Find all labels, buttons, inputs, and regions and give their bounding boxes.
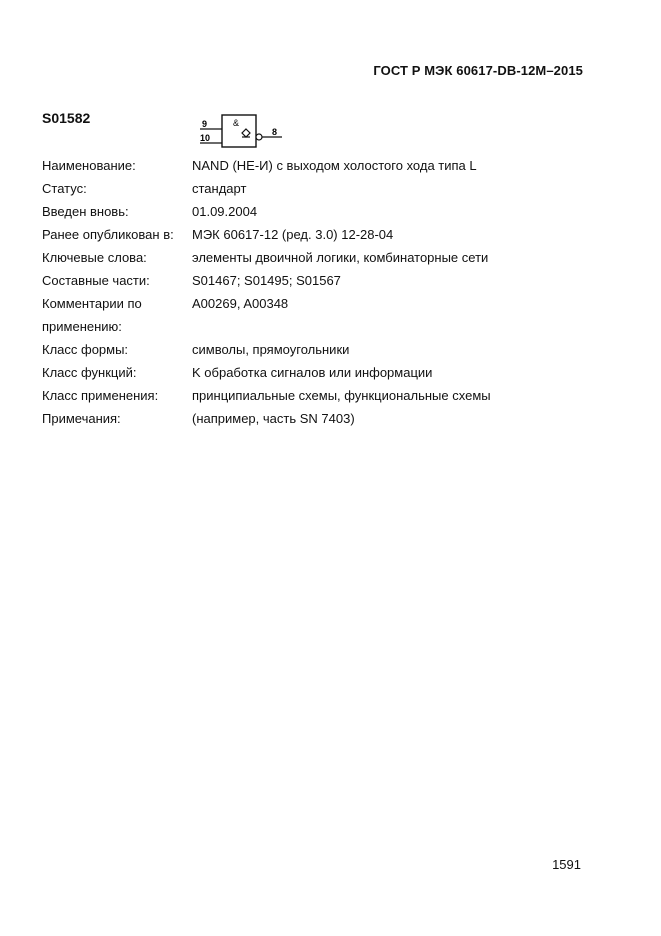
field-row xyxy=(42,292,562,315)
field-value: 01.09.2004 xyxy=(192,204,258,219)
field-row xyxy=(42,223,562,246)
field-row xyxy=(42,246,562,269)
field-label: Статус: xyxy=(42,181,87,196)
field-label: Класс формы: xyxy=(42,342,129,357)
field-label: Ключевые слова: xyxy=(42,250,147,265)
field-label: Класс применения: xyxy=(42,388,159,403)
field-row xyxy=(42,200,562,223)
page-number: 1591 xyxy=(552,857,581,872)
entry-fields xyxy=(42,154,562,430)
field-row xyxy=(42,177,562,200)
input-top-label: 9 xyxy=(202,119,208,129)
field-row xyxy=(42,361,562,384)
field-label: Введен вновь: xyxy=(42,204,129,219)
field-row xyxy=(42,315,562,338)
field-label: Примечания: xyxy=(42,411,121,426)
gate-label: & xyxy=(233,118,240,128)
field-label: применению: xyxy=(42,319,122,334)
field-value: A00269, A00348 xyxy=(192,296,289,311)
field-value: NAND (НЕ-И) с выходом холостого хода типа L xyxy=(192,158,477,173)
field-label: Составные части: xyxy=(42,273,150,288)
input-bottom-label: 10 xyxy=(200,133,211,143)
field-row xyxy=(42,269,562,292)
field-row xyxy=(42,384,562,407)
field-label: Наименование: xyxy=(42,158,136,173)
field-value: K обработка сигналов или информации xyxy=(192,365,433,380)
field-value: символы, прямоугольники xyxy=(192,342,350,357)
document-header: ГОСТ Р МЭК 60617-DB-12M–2015 xyxy=(373,63,583,78)
field-row xyxy=(42,407,562,430)
field-value: (например, часть SN 7403) xyxy=(192,411,355,426)
nand-open-output-gate-icon xyxy=(196,113,296,154)
gate-symbol-svg xyxy=(196,113,296,149)
field-value: элементы двоичной логики, комбинаторные сети xyxy=(192,250,489,265)
field-value xyxy=(192,315,562,338)
field-value: МЭК 60617-12 (ред. 3.0) 12-28-04 xyxy=(192,227,394,242)
field-row xyxy=(42,154,562,177)
field-row xyxy=(42,338,562,361)
field-value: принципиальные схемы, функциональные схемы xyxy=(192,388,491,403)
field-label: Ранее опубликован в: xyxy=(42,227,174,242)
field-value: S01467; S01495; S01567 xyxy=(192,273,341,288)
output-label: 8 xyxy=(272,127,278,137)
field-value: стандарт xyxy=(192,181,247,196)
field-label: Класс функций: xyxy=(42,365,137,380)
entry-code: S01582 xyxy=(42,110,91,126)
field-label: Комментарии по xyxy=(42,296,142,311)
